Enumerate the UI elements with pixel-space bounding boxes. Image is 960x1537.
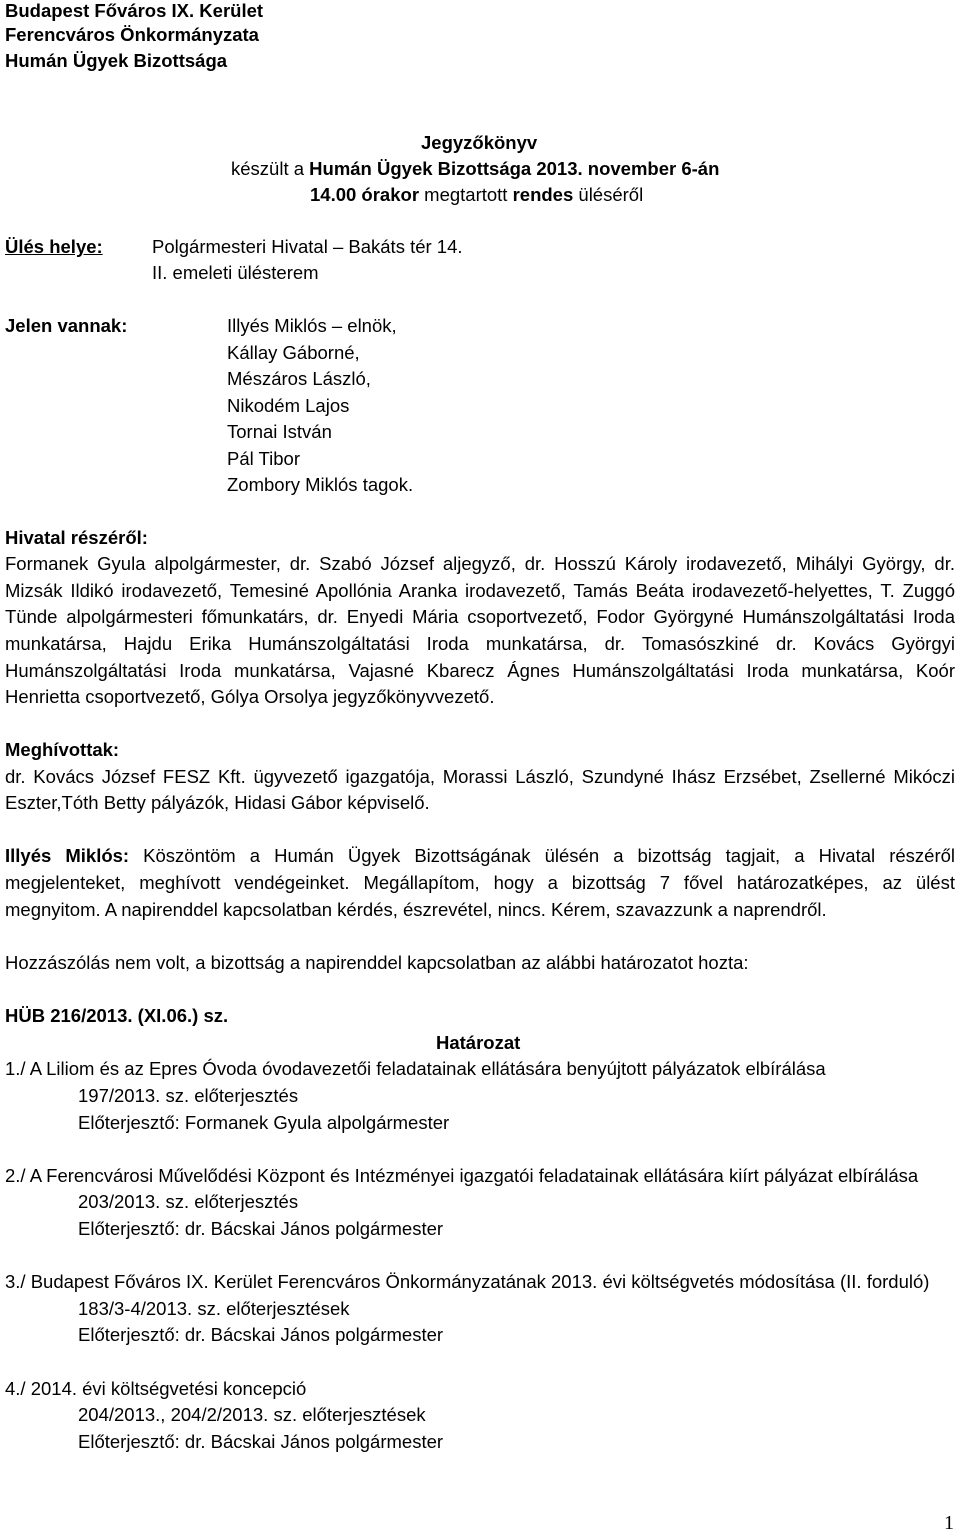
document-title: Jegyzőkönyv <box>421 132 538 153</box>
opening-line-1-text: Köszöntöm a Humán Ügyek Bizottságának ülésén a bizottság tagjait, a Hivatal részéről <box>129 845 956 866</box>
agenda-item-title: 2./ A Ferencvárosi Művelődési Központ és Intézményei igazgatói feladatainak ellátására kiírt pályázat elbírálása <box>5 1165 919 1186</box>
opening-line-3: megnyitom. A napirenddel kapcsolatban kérdés, észrevétel, nincs. Kérem, szavazzunk a naprendről. <box>5 899 827 920</box>
present-label: Jelen vannak: <box>5 315 128 336</box>
resolution-number: HÜB 216/2013. (XI.06.) sz. <box>5 1005 229 1026</box>
office-line: Humánszolgáltatási Iroda munkatársa, Vajasné Kbarecz Ágnes Humánszolgáltatási Iroda munkatársa, Koór <box>5 660 955 681</box>
resolution-heading: Határozat <box>436 1032 521 1053</box>
present-member: Pál Tibor <box>227 448 301 469</box>
office-line: Henrietta csoportvezető, Gólya Orsolya jegyzőkönyvvezető. <box>5 686 495 707</box>
title-sub2-end: üléséről <box>573 184 644 205</box>
opening-line-2: megjelenteket, meghívott vendégeinket. Megállapítom, hogy a bizottság 7 fővel határozatképes, az ülést <box>5 872 955 893</box>
venue-label: Ülés helye: <box>5 236 103 257</box>
header-line-2: Ferencváros Önkormányzata <box>5 24 259 45</box>
header-line-1: Budapest Főváros IX. Kerület <box>5 0 264 21</box>
comment-text: Hozzászólás nem volt, a bizottság a napirenddel kapcsolatban az alábbi határozatot hozta: <box>5 952 749 973</box>
header-line-3: Humán Ügyek Bizottsága <box>5 50 228 71</box>
opening-line-1 <box>5 843 955 869</box>
present-member: Kállay Gáborné, <box>227 342 360 363</box>
agenda-item-ref: 197/2013. sz. előterjesztés <box>78 1085 299 1106</box>
invited-label: Meghívottak: <box>5 739 120 760</box>
present-member: Illyés Miklós – elnök, <box>227 315 397 336</box>
agenda-item-ref: 203/2013. sz. előterjesztés <box>78 1191 299 1212</box>
present-member: Nikodém Lajos <box>227 395 350 416</box>
venue-line-1: Polgármesteri Hivatal – Bakáts tér 14. <box>152 236 463 257</box>
present-member: Zombory Miklós tagok. <box>227 474 414 495</box>
title-subline-2 <box>310 182 643 208</box>
office-line: Formanek Gyula alpolgármester, dr. Szabó József aljegyző, dr. Hosszú Károly irodavezető, Mihályi György, dr. <box>5 553 955 574</box>
present-member: Mészáros László, <box>227 368 371 389</box>
agenda-item-ref: 183/3-4/2013. sz. előterjesztések <box>78 1298 350 1319</box>
invited-line: Eszter,Tóth Betty pályázók, Hidasi Gábor képviselő. <box>5 792 430 813</box>
title-sub1-pre: készült a <box>231 158 310 179</box>
agenda-item-presenter: Előterjesztő: dr. Bácskai János polgármester <box>78 1431 444 1452</box>
agenda-item-ref: 204/2013., 204/2/2013. sz. előterjesztések <box>78 1404 426 1425</box>
page-number: 1 <box>944 1512 954 1534</box>
agenda-item-title: 3./ Budapest Főváros IX. Kerület Ferencváros Önkormányzatának 2013. évi költségvetés módosítása (II. forduló) <box>5 1271 930 1292</box>
title-subline-1 <box>231 156 719 182</box>
title-sub2-mid: megtartott <box>419 184 513 205</box>
office-line: munkatársa, Hajdu Erika Humánszolgáltatási Iroda munkatársa, dr. Tomasószkiné dr. Kovács Györgyi <box>5 633 955 654</box>
office-line: Mizsák Ildikó irodavezető, Temesiné Apollónia Aranka irodavezető, Tamás Beáta irodavezető-helyettes, T. Zuggó <box>5 580 955 601</box>
present-member: Tornai István <box>227 421 332 442</box>
invited-line: dr. Kovács József FESZ Kft. ügyvezető igazgatója, Morassi László, Szundyné Ihász Erzsébet, Zsellerné Mikóczi <box>5 766 955 787</box>
agenda-item-presenter: Előterjesztő: dr. Bácskai János polgármester <box>78 1324 444 1345</box>
title-sub1-bold: Humán Ügyek Bizottsága 2013. november 6-án <box>309 158 720 179</box>
title-sub2-time: 14.00 órakor <box>310 184 420 205</box>
agenda-item-title: 4./ 2014. évi költségvetési koncepció <box>5 1378 307 1399</box>
agenda-item-title: 1./ A Liliom és az Epres Óvoda óvodavezetői feladatainak ellátására benyújtott pályázatok elbírálása <box>5 1058 826 1079</box>
agenda-item-presenter: Előterjesztő: dr. Bácskai János polgármester <box>78 1218 444 1239</box>
venue-line-2: II. emeleti ülésterem <box>152 262 319 283</box>
speaker-name: Illyés Miklós: <box>5 845 130 866</box>
agenda-item-presenter: Előterjesztő: Formanek Gyula alpolgármester <box>78 1112 450 1133</box>
office-line: Tünde alpolgármesteri főmunkatárs, dr. Enyedi Mária csoportvezető, Fodor Györgyné Humánszolgáltatási Iroda <box>5 606 955 627</box>
title-sub2-type: rendes <box>512 184 574 205</box>
office-label: Hivatal részéről: <box>5 527 148 548</box>
